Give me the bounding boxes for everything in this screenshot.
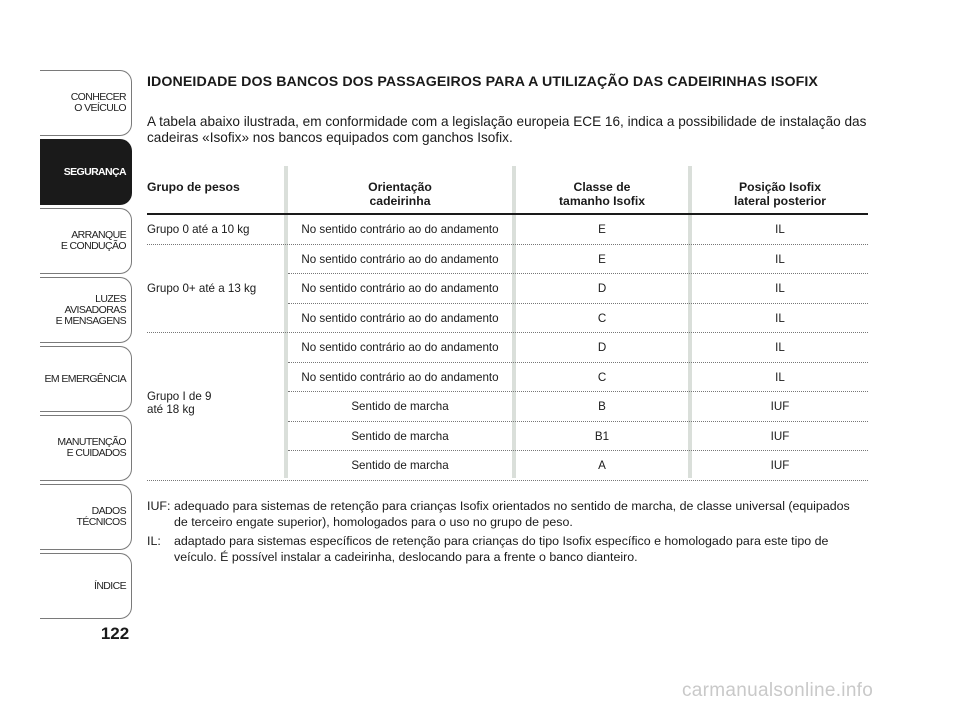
cell-orientation: Sentido de marcha: [351, 459, 449, 472]
cell-orientation: No sentido contrário ao do andamento: [301, 223, 499, 236]
cell-position: IUF: [770, 459, 790, 472]
cell-size-class: C: [597, 311, 607, 325]
header-rule: [147, 213, 868, 215]
header-orientacao: Orientação cadeirinha: [368, 180, 432, 208]
row-divider: [147, 480, 868, 481]
row-divider: [288, 273, 868, 274]
cell-orientation: No sentido contrário ao do andamento: [301, 370, 499, 384]
cell-orientation: Sentido de marcha: [351, 429, 449, 443]
note-text-continued: de terceiro engate superior), homologados para o uso no grupo de peso.: [174, 515, 573, 529]
cell-size-class: B: [598, 400, 606, 413]
group-label: Grupo 0+ até a 13 kg: [147, 282, 257, 295]
page-title: IDONEIDADE DOS BANCOS DOS PASSAGEIROS PARA A UTILIZAÇÃO DAS CADEIRINHAS ISOFIX: [147, 74, 818, 90]
row-divider: [288, 421, 868, 422]
intro-paragraph: A tabela abaixo ilustrada, em conformidade com a legislação europeia ECE 16, indica a possibilidade de instalação das cadeiras «Isofix» nos bancos equipados com ganchos Isofix.: [147, 114, 867, 145]
tab-luzes-avisadoras[interactable]: LUZES AVISADORAS E MENSAGENS: [40, 277, 132, 343]
tab-conhecer-o-veiculo[interactable]: CONHECER O VEÍCULO: [40, 70, 132, 136]
tab-seguranca[interactable]: SEGURANÇA: [40, 139, 132, 205]
tab-arranque-e-conducao[interactable]: ARRANQUE E CONDUÇÃO: [40, 208, 132, 274]
tab-indice[interactable]: ÍNDICE: [40, 553, 132, 619]
row-divider: [288, 303, 868, 304]
row-divider: [147, 332, 868, 333]
cell-size-class: D: [597, 341, 607, 354]
cell-position: IUF: [770, 400, 790, 413]
cell-position: IL: [775, 370, 785, 384]
header-posicao-isofix: Posição Isofix lateral posterior: [733, 180, 827, 208]
cell-size-class: E: [598, 223, 606, 236]
cell-orientation: No sentido contrário ao do andamento: [301, 311, 499, 325]
cell-position: IL: [775, 311, 785, 325]
group-label: Grupo 0 até a 10 kg: [147, 223, 250, 236]
row-divider: [147, 244, 868, 245]
row-divider: [288, 362, 868, 363]
cell-position: IL: [775, 252, 785, 266]
note-il: [147, 533, 867, 565]
header-classe-tamanho: Classe de tamanho Isofix: [558, 180, 645, 208]
watermark: carmanualsonline.info: [682, 680, 874, 701]
note-abbr: IUF:: [147, 499, 171, 513]
cell-size-class: C: [597, 370, 607, 384]
note-text: adaptado para sistemas específicos de retenção para crianças do tipo Isofix específico e homologado para este tipo de: [174, 534, 829, 548]
cell-size-class: B1: [594, 429, 610, 443]
note-text-continued: veículo. É possível instalar a cadeirinha, deslocando para a frente o banco dianteiro.: [174, 550, 638, 564]
isofix-table: [147, 166, 868, 478]
row-divider: [288, 450, 868, 451]
cell-position: IL: [775, 223, 785, 236]
cell-orientation: No sentido contrário ao do andamento: [301, 282, 499, 295]
group-label: Grupo I de 9 até 18 kg: [147, 390, 212, 416]
cell-orientation: No sentido contrário ao do andamento: [301, 341, 499, 354]
cell-orientation: No sentido contrário ao do andamento: [301, 252, 499, 266]
tab-dados-tecnicos[interactable]: DADOS TÉCNICOS: [40, 484, 132, 550]
cell-size-class: A: [598, 459, 606, 472]
cell-position: IL: [775, 341, 785, 354]
cell-position: IL: [775, 282, 785, 295]
cell-position: IUF: [770, 429, 790, 443]
page-number: 122: [100, 624, 130, 643]
note-text: adequado para sistemas de retenção para crianças Isofix orientados no sentido de marcha, de classe universal (equipados: [174, 499, 850, 513]
tab-em-emergencia[interactable]: EM EMERGÊNCIA: [40, 346, 132, 412]
header-grupo-de-pesos: Grupo de pesos: [147, 180, 240, 194]
tab-manutencao-e-cuidados[interactable]: MANUTENÇÃO E CUIDADOS: [40, 415, 132, 481]
note-abbr: IL:: [147, 534, 161, 548]
note-iuf: [147, 498, 867, 530]
row-divider: [288, 391, 868, 392]
cell-size-class: D: [597, 282, 607, 295]
cell-size-class: E: [598, 252, 606, 266]
cell-orientation: Sentido de marcha: [351, 400, 449, 413]
